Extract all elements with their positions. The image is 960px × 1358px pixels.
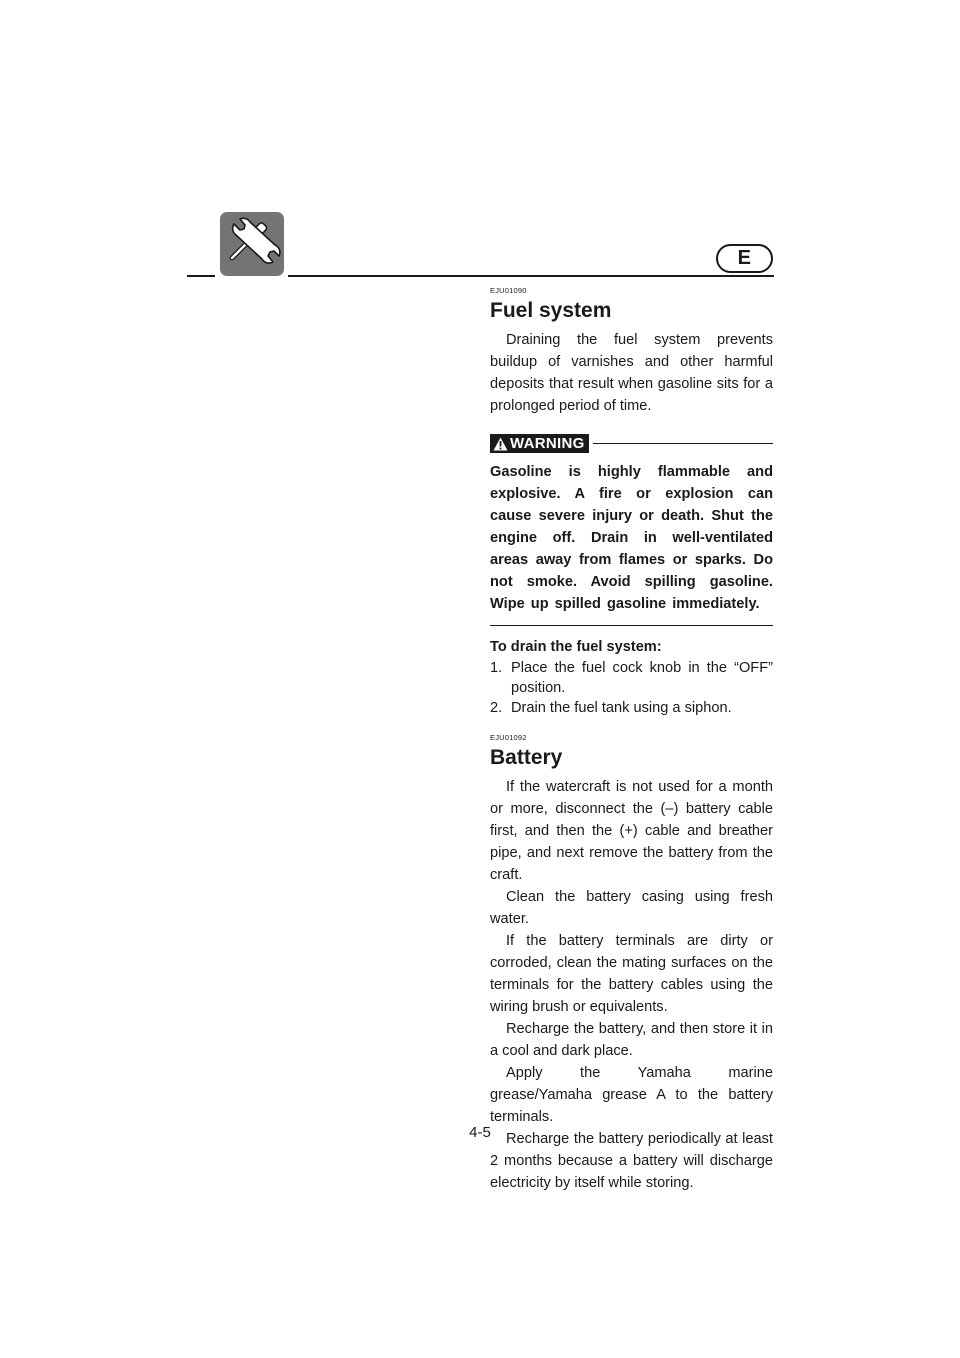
battery-paragraph: Clean the battery casing using fresh water.	[490, 889, 773, 927]
wrench-and-screwdriver-icon	[220, 212, 284, 276]
header-rule-right	[288, 275, 774, 277]
procedure-steps	[490, 658, 773, 718]
step-number: 2.	[490, 700, 503, 716]
warning-triangle-icon	[493, 437, 508, 451]
battery-paragraph: Recharge the battery, and then store it in a cool and dark place.	[490, 1021, 773, 1059]
battery-paragraph: If the watercraft is not used for a month or more, disconnect the (–) battery cable first, and then the (+) cable and breather pipe, and next remove the battery from the craft.	[490, 779, 773, 883]
warning-label: WARNING	[510, 435, 585, 452]
section-title: Battery	[490, 746, 563, 769]
page-number: 4-5	[469, 1124, 491, 1141]
step-text: Place the fuel cock knob in the “OFF” position.	[511, 660, 773, 696]
content-column	[490, 286, 773, 1194]
warning-rule	[593, 443, 773, 444]
fuel-system-intro: Draining the fuel system prevents buildup of varnishes and other harmful deposits that result when gasoline sits for a prolonged period of time.	[490, 332, 773, 414]
warning-end-rule	[490, 625, 773, 626]
list-item	[490, 698, 773, 718]
section-gap	[490, 718, 773, 733]
battery-paragraph: If the battery terminals are dirty or corroded, clean the mating surfaces on the terminals for the battery cables using the wiring brush or equivalents.	[490, 933, 773, 1015]
battery-paragraph: Apply the Yamaha marine grease/Yamaha grease A to the battery terminals.	[490, 1065, 773, 1125]
fuel-system-section	[490, 286, 773, 718]
step-number: 1.	[490, 660, 503, 676]
battery-paragraph: Recharge the battery periodically at least 2 months because a battery will discharge electricity by itself while storing.	[490, 1131, 773, 1191]
warning-label-box	[490, 434, 589, 453]
list-item	[490, 658, 773, 698]
section-code: EJU01090	[490, 286, 527, 295]
warning-text: Gasoline is highly flammable and explosive. A fire or explosion can cause severe injury or death. Shut the engine off. Drain in well-ventilated areas away from flames or sparks. Do not smoke. Avoid spilling gasoline. Wipe up spilled gasoline immediately.	[490, 464, 773, 612]
header-rule-left	[187, 275, 215, 277]
warning-header	[490, 432, 773, 455]
language-badge: E	[716, 244, 773, 273]
procedure-title: To drain the fuel system:	[490, 639, 662, 655]
section-code: EJU01092	[490, 733, 527, 742]
step-text: Drain the fuel tank using a siphon.	[511, 700, 732, 716]
section-title: Fuel system	[490, 299, 612, 322]
